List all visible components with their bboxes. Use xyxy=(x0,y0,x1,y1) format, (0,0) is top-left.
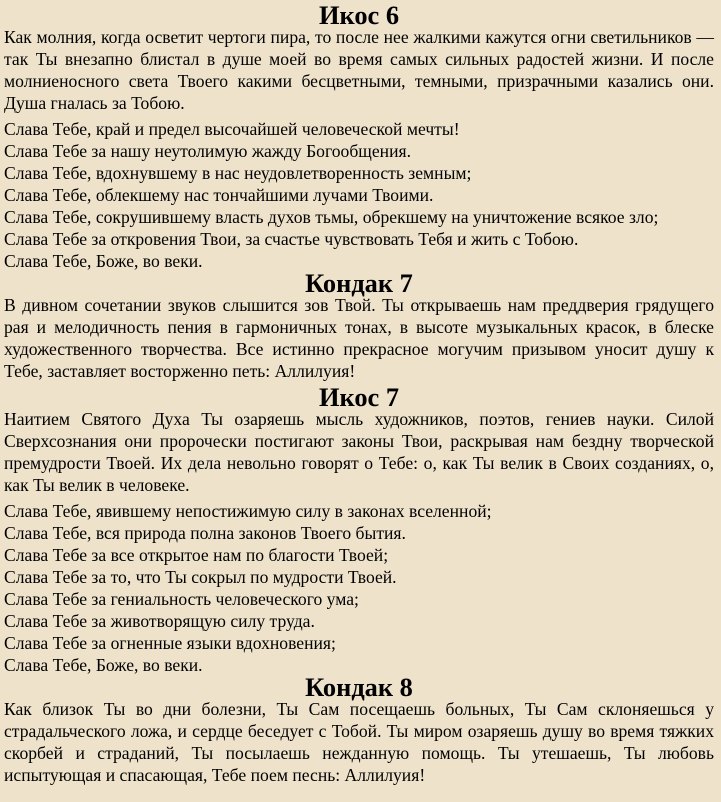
section-kondak-8 xyxy=(4,672,714,786)
section-paragraph: Как близок Ты во дни болезни, Ты Сам посещаешь больных, Ты Сам склоняешься у страдальческого ложа, и сердце беседует с Тобой. Ты миром озаряешь душу во время тяжких скорбей и страданий, Ты посылаешь нежданную помощь. Ты утешаешь, Ты любовь испытующая и спасающая, Тебе поем песнь: Аллилуия! xyxy=(4,699,714,785)
section-paragraph: В дивном сочетании звуков слышится зов Твой. Ты открываешь нам преддверия грядущего рая и мелодичность пения в гармоничных тонах, в высоте музыкальных красок, в блеске художественного творчества. Все истинно прекрасное могучим призывом уносит душу к Тебе, заставляет восторженно петь: Аллилуия! xyxy=(4,295,714,381)
doxology-line: Слава Тебе за нашу неутолимую жажду Богообщения. xyxy=(4,141,411,161)
doxology-line: Слава Тебе за откровения Твои, за счастье чувствовать Тебя и жить с Тобою. xyxy=(4,229,579,249)
section-paragraph: Наитием Святого Духа Ты озаряешь мысль художников, поэтов, гениев науки. Силой Сверхсознания они пророчески постигают законы Твои, раскрывая нам бездну творческой премудрости Твоей. Их дела невольно говорят о Тебе: о, как Ты велик в Своих созданиях, о, как Ты велик в человеке. xyxy=(4,409,714,495)
doxology-line: Слава Тебе за все открытое нам по благости Твоей; xyxy=(4,545,389,565)
section-ikos-6 xyxy=(4,0,714,272)
doxology-lines xyxy=(4,500,714,676)
section-kondak-7 xyxy=(4,268,714,382)
doxology-line: Слава Тебе, Боже, во веки. xyxy=(4,251,203,271)
doxology-line: Слава Тебе, сокрушившему власть духов тьмы, обрекшему на уничтожение всякое зло; xyxy=(4,207,659,227)
doxology-line: Слава Тебе за огненные языки вдохновения; xyxy=(4,633,336,653)
doxology-line: Слава Тебе за то, что Ты сокрыл по мудрости Твоей. xyxy=(4,567,397,587)
doxology-line: Слава Тебе, облекшему нас тончайшими лучами Твоими. xyxy=(4,185,434,205)
section-ikos-7 xyxy=(4,382,714,676)
section-heading: Кондак 7 xyxy=(305,268,413,298)
doxology-line: Слава Тебе за гениальность человеческого ума; xyxy=(4,589,359,609)
doxology-lines xyxy=(4,118,714,272)
doxology-line: Слава Тебе, вдохнувшему в нас неудовлетворенность земным; xyxy=(4,163,472,183)
doxology-line: Слава Тебе, Боже, во веки. xyxy=(4,655,203,675)
section-heading: Кондак 8 xyxy=(305,672,413,702)
section-paragraph: Как молния, когда осветит чертоги пира, то после нее жалкими кажутся огни светильников — так Ты внезапно блистал в душе моей во время самых сильных радостей жизни. И после молниеносного света Твоего какими бесцветными, темными, призрачными казались они. Душа гналась за Тобою. xyxy=(4,27,714,113)
section-heading: Икос 7 xyxy=(318,382,400,412)
doxology-line: Слава Тебе, край и предел высочайшей человеческой мечты! xyxy=(4,119,460,139)
doxology-line: Слава Тебе, явившему непостижимую силу в законах вселенной; xyxy=(4,501,492,521)
section-heading: Икос 6 xyxy=(318,0,400,30)
doxology-line: Слава Тебе за животворящую силу труда. xyxy=(4,611,315,631)
doxology-line: Слава Тебе, вся природа полна законов Твоего бытия. xyxy=(4,523,406,543)
